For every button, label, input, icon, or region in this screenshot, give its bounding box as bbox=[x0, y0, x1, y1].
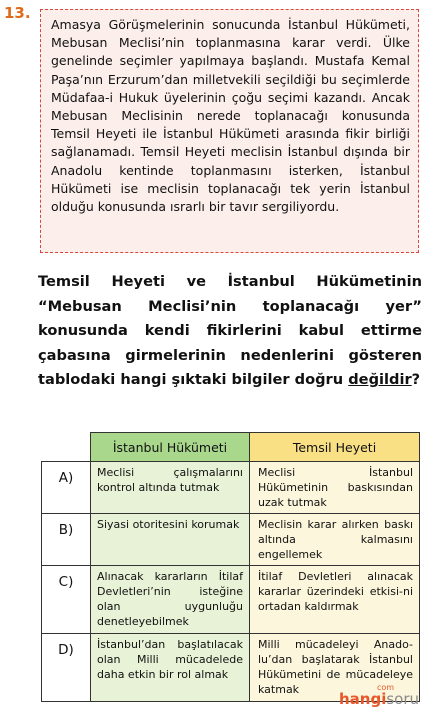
question-mark: ? bbox=[411, 371, 421, 388]
logo-soru: soru bbox=[386, 690, 420, 708]
logo-hangi: hangi bbox=[339, 690, 387, 708]
table-row-c[interactable] bbox=[42, 566, 420, 634]
question-negative-word: değildir bbox=[348, 371, 412, 388]
table-row-a[interactable] bbox=[42, 462, 420, 514]
passage-box bbox=[40, 9, 419, 253]
header-istanbul: İstanbul Hükümeti bbox=[91, 433, 250, 462]
passage-text: Amasya Görüşmelerinin sonucunda İstanbul Hükümeti, Mebusan Meclisi’nin toplanmasına karar verdi. Ülke genelinde seçimler yapılmaya başlandı. Mustafa Kemal Paşa’nın Erzurum’dan milletvekili seçildiği bu seçimlerde Müdafaa-i Hukuk üyelerinin çoğu seçimi kazandı. Ancak Mebusan Meclisinin nerede toplanacağı konusunda Temsil Heyeti ile İstanbul Hükümeti arasında fikir birliği sağlanamadı. Temsil Heyeti meclisin İstanbul dışında bir Anadolu kentinde toplanmasını isterken, İstanbul Hükümeti ise meclisin toplanacağı tek yerin İstanbul olduğu konusunda ısrarlı bir tavır sergiliyordu. bbox=[51, 17, 410, 215]
option-label-a[interactable]: A) bbox=[42, 462, 91, 514]
answer-table bbox=[41, 432, 420, 702]
option-a-temsil: Meclisi İstanbul Hükümetinin baskısından uzak tutmak bbox=[250, 462, 420, 514]
table-header-row bbox=[42, 433, 420, 462]
header-blank-cell bbox=[42, 433, 91, 462]
logo-com: com bbox=[377, 683, 395, 692]
option-d-istanbul: İstanbul’dan başlatılacak olan Milli mücadelede daha etkin bir rol almak bbox=[91, 634, 250, 702]
option-label-c[interactable]: C) bbox=[42, 566, 91, 634]
option-label-d[interactable]: D) bbox=[42, 634, 91, 702]
option-c-istanbul: Alınacak kararların İtilaf Devletleri’nin isteğine olan uygunluğu denetleyebilmek bbox=[91, 566, 250, 634]
option-label-b[interactable]: B) bbox=[42, 514, 91, 566]
option-b-istanbul: Siyasi otoritesini korumak bbox=[91, 514, 250, 566]
hangisoru-logo bbox=[339, 683, 420, 708]
option-c-temsil: İtilaf Devletleri alınacak kararlar üzerindeki etkisi-ni ortadan kaldırmak bbox=[250, 566, 420, 634]
header-temsil: Temsil Heyeti bbox=[250, 433, 420, 462]
option-d-temsil: Milli mücadeleyi Anado-lu’dan başlatarak İstanbul Hükümetini de mücadeleye katmak bbox=[250, 634, 420, 702]
question-text: Temsil Heyeti ve İstanbul Hükümetinin “Mebusan Meclisi’nin toplanacağı yer” konusunda kendi fikirlerini kabul ettirme çabasına girmelerinin nedenlerini gösteren tablodaki hangi şıktaki bilgiler doğru bbox=[38, 273, 422, 388]
table-row-b[interactable] bbox=[42, 514, 420, 566]
option-a-istanbul: Meclisi çalışmalarını kontrol altında tutmak bbox=[91, 462, 250, 514]
question-stem bbox=[38, 270, 422, 393]
option-b-temsil: Meclisin karar alırken baskı altında kalmasını engellemek bbox=[250, 514, 420, 566]
question-number: 13. bbox=[4, 4, 31, 22]
